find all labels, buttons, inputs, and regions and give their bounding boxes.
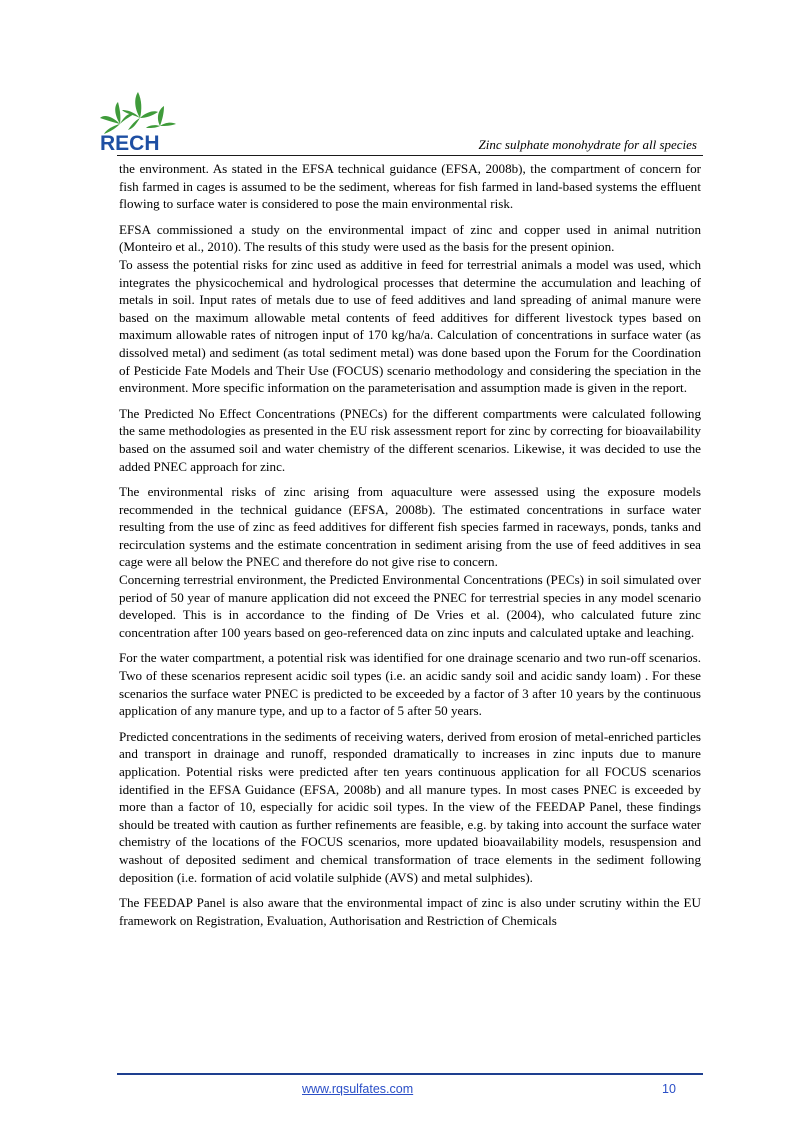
company-logo	[98, 88, 176, 154]
footer-divider	[117, 1073, 703, 1075]
paragraph: The Predicted No Effect Concentrations (PNECs) for the different compartments were calculated following the same methodologies as presented in the EU risk assessment report for zinc by correcting for bioavailability based on the assumed soil and water chemistry of the different scenarios. Likewise, it was decided to use the added PNEC approach for zinc.	[119, 405, 701, 474]
leaf-logo-icon	[98, 88, 176, 154]
paragraph: Concerning terrestrial environment, the Predicted Environmental Concentrations (PECs) in soil simulated over period of 50 year of manure application did not exceed the PNEC for terrestrial species in any model scenario developed. This is in accordance to the finding of De Vries et al. (2004), who calculated future zinc concentration after 100 years based on geo-referenced data on zinc inputs and calculated uptake and leaching.	[119, 572, 701, 640]
paragraph: Predicted concentrations in the sediments of receiving waters, derived from erosion of metal-enriched particles and transport in drainage and runoff, responded dramatically to increases in zinc inputs due to manure application. Potential risks were predicted after ten years continuous application for all FOCUS scenarios identified in the EFSA Guidance (EFSA, 2008b) and all manure types. In most cases PNEC is exceeded by more than a factor of 10, especially for acidic soil types. In the view of the FEEDAP Panel, these findings should be treated with caution as further refinements are feasible, e.g. by taking into account the surface water chemistry of the locations of the FOCUS scenarios, more updated bioavailability models, resuspension and washout of deposited sediment and chemical transformation of trace elements in the sediment following deposition (i.e. formation of acid volatile sulphide (AVS) and metal sulphides).	[119, 728, 701, 885]
paragraph: For the water compartment, a potential risk was identified for one drainage scenario and two run-off scenarios. Two of these scenarios represent acidic soil types (i.e. an acidic sandy soil and acidic sandy loam) . For these scenarios the surface water PNEC is predicted to be exceeded by a factor of 3 after 10 years by the continuous application of any manure type, and up to a factor of 5 after 50 years.	[119, 650, 701, 719]
paragraph: The environmental risks of zinc arising from aquaculture were assessed using the exposure models recommended in the technical guidance (EFSA, 2008b). The estimated concentrations in surface water resulting from the use of zinc as feed additives for different fish species farmed in raceways, ponds, tanks and recirculation systems and the estimate concentration in sediment arising from the use of feed additives in sea cage were all below the PNEC and therefore do not give rise to concern.	[119, 484, 701, 570]
logo-text: RECH	[100, 132, 160, 154]
paragraph: The FEEDAP Panel is also aware that the environmental impact of zinc is also under scrutiny within the EU framework on Registration, Evaluation, Authorisation and Restriction of Chemicals	[119, 895, 701, 928]
paragraph: EFSA commissioned a study on the environmental impact of zinc and copper used in animal nutrition (Monteiro et al., 2010). The results of this study were used as the basis for the present opinion.	[119, 221, 701, 255]
body-text	[119, 160, 701, 937]
paragraph: To assess the potential risks for zinc used as additive in feed for terrestrial animals a model was used, which integrates the physicochemical and hydrological processes that determine the accumulation and leaching of metals in soil. Input rates of metals due to use of feed additives and land spreading of animal manure were based on the maximum allowable metal contents of feed additives for different livestock types based on maximum allowable rates of nitrogen input of 170 kg/ha/a. Calculation of concentrations in surface water (as dissolved metal) and sediment (as total sediment metal) was done based upon the Forum for the Coordination of Pesticide Fate Models and Their Use (FOCUS) scenario methodology and considering the speciation in the environment. More specific information on the parameterisation and assumption made is given in the report.	[119, 256, 701, 396]
paragraph: the environment. As stated in the EFSA technical guidance (EFSA, 2008b), the compartment of concern for fish farmed in cages is assumed to be the sediment, whereas for fish farmed in land-based systems the effluent flowing to surface water is considered to pose the main environmental risk.	[119, 161, 701, 212]
document-title: Zinc sulphate monohydrate for all species	[478, 137, 697, 152]
header-divider	[117, 155, 703, 156]
page-number: 10	[662, 1082, 676, 1096]
footer-website-link[interactable]: www.rqsulfates.com	[302, 1082, 414, 1096]
